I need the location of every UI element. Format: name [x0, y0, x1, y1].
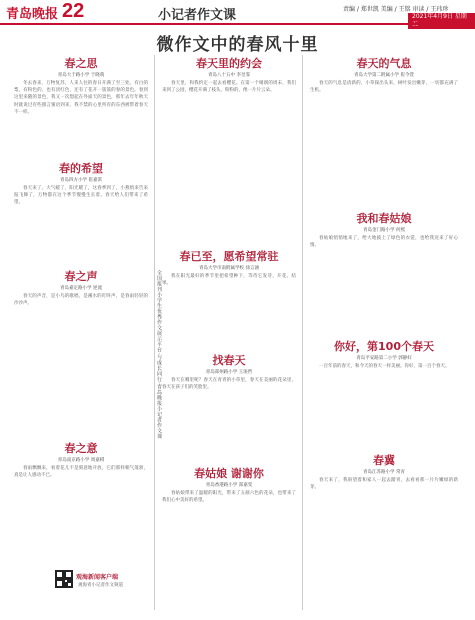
article-author: 青岛金门路小学 何熙	[363, 228, 405, 233]
article-author: 青岛四方小学 崔嘉淇	[60, 178, 102, 183]
article-author: 青岛大于路小学 于晓萌	[57, 73, 105, 78]
page-headline: 微作文中的春风十里	[156, 35, 319, 55]
article-body: 春天来了，大气暖了，阳光暖了，这春季到了，小燕悄来告来报飞舞了，万物都在这个季节慢慢生长着。春天给人们带来了希望。	[14, 186, 148, 206]
qr-subtitle: 观海青小记者作文频道	[78, 583, 123, 588]
article-author: 青岛八十五中 李昱霏	[208, 73, 250, 78]
article-me-and-spring	[310, 210, 458, 249]
article-spring-wish	[310, 452, 458, 491]
article-title: 春的希望	[59, 162, 103, 175]
article-spring-thought	[14, 55, 148, 116]
article-body: 春天来了，我盼望着和家人一起去踏青，去看看那一片片嫩绿的新芽。	[310, 478, 458, 491]
column-divider	[154, 55, 155, 610]
article-hope-stays	[162, 248, 296, 287]
article-hundredth-spring	[310, 338, 458, 370]
article-body: 春雨飘飘来，看着花儿不是刻意地开放，它们那样朝气蓬勃，真是让人感动不已。	[14, 466, 148, 479]
article-body: 我在阳光最好的季节里把希望种下，等待它发芽、开花、结果。	[162, 274, 296, 287]
article-author: 青岛大学市南附属学校 徐言涵	[199, 266, 259, 271]
article-author: 青岛南京路小学 周嘉棋	[57, 458, 105, 463]
issue-date: 2021年4月9日 星期	[408, 13, 475, 29]
article-title: 春之声	[64, 270, 98, 283]
article-body: 春天在哪里呢？春天在青青的小草里，春天在美丽的花朵里，春天在孩子们的笑脸里。	[162, 378, 296, 391]
article-author: 青岛江苏路小学 常宵	[363, 470, 405, 475]
article-title: 春冀	[373, 454, 395, 467]
article-spring-meaning	[14, 440, 148, 479]
qr-caption: 观海新闻客户端	[76, 574, 119, 581]
header-rule	[0, 23, 475, 25]
article-title: 春已至，愿希望常驻	[179, 250, 279, 263]
page-number: 22	[62, 0, 85, 22]
article-body: 冬去春来，万物复苏，人来人往的春日开满了至三处。有白的梨，有粉色的，也有淡红色，还有了花开一簇簇的春的景色。春到这里来随的景色，我又一次想起在外面天的景色，那年去年年秋天时就说过有些甜言蜜语到来，我不禁的心里所有的东西被带着春天不一样。	[14, 81, 148, 115]
section-title: 小记者作文课	[158, 8, 237, 23]
article-title: 春姑娘 谢谢你	[194, 467, 264, 480]
article-title: 我和春姑娘	[356, 212, 412, 225]
article-body: 春天的气息是清新的，小草探出头来，树叶发出嫩芽，一切都充满了生机。	[310, 81, 458, 94]
article-title: 春之意	[64, 442, 98, 455]
article-body: 春姑娘悄悄地来了，给大地披上了绿色的衣裳，也给我送来了好心情。	[310, 236, 458, 249]
article-find-spring	[162, 352, 296, 391]
article-body: 春天的声音，是小鸟的歌唱，是溪水的叮咚声，是春雨轻轻的沙沙声。	[14, 294, 148, 307]
article-spring-date	[162, 55, 296, 94]
column-divider	[302, 55, 303, 610]
editor-credits: 责编 / 郑世凯 美编 / 王铭 审读 / 王玮珍	[343, 6, 449, 13]
article-title: 你好，第100个春天	[334, 340, 434, 353]
article-title: 春之思	[64, 57, 98, 70]
article-author: 青岛香港路小学 郑嘉雯	[205, 483, 253, 488]
article-body: 一百年前的春天，和今天的春天一样美丽。你好，第一百个春天。	[319, 364, 450, 369]
article-title: 找春天	[212, 354, 246, 367]
article-author: 青岛嘉定路小学 逆流	[60, 286, 102, 291]
article-author: 青岛平安路第二小学 郭静好	[356, 356, 412, 361]
article-spring-voice	[14, 268, 148, 307]
article-author: 青岛郑州路小学 王浚哲	[205, 370, 253, 375]
article-author: 青岛大学第二附属小学 崔今萱	[354, 73, 414, 78]
newspaper-logo: 青岛晚报	[6, 7, 59, 22]
article-title: 春天里的约会	[196, 57, 262, 70]
article-spring-hope	[14, 160, 148, 207]
article-thanks-spring	[162, 465, 296, 504]
article-title: 春天的气息	[356, 57, 412, 70]
qr-code-icon[interactable]	[55, 570, 73, 588]
vertical-slogan: 全国报刊小学生优秀作文展示平台·与成长同行·青岛晚报小记者作文课	[156, 270, 162, 440]
article-body: 春姑娘带来了温暖的阳光，带来了五颜六色的花朵，也带来了我们心中美好的希望。	[162, 491, 296, 504]
masthead	[0, 0, 475, 22]
article-body: 春天里，和我约定一起去看樱花。在第一个晴朗的周末，我们来到了公园，樱花开满了枝头，粉粉的，像一片片云朵。	[162, 81, 296, 94]
article-spring-breath	[310, 55, 458, 94]
